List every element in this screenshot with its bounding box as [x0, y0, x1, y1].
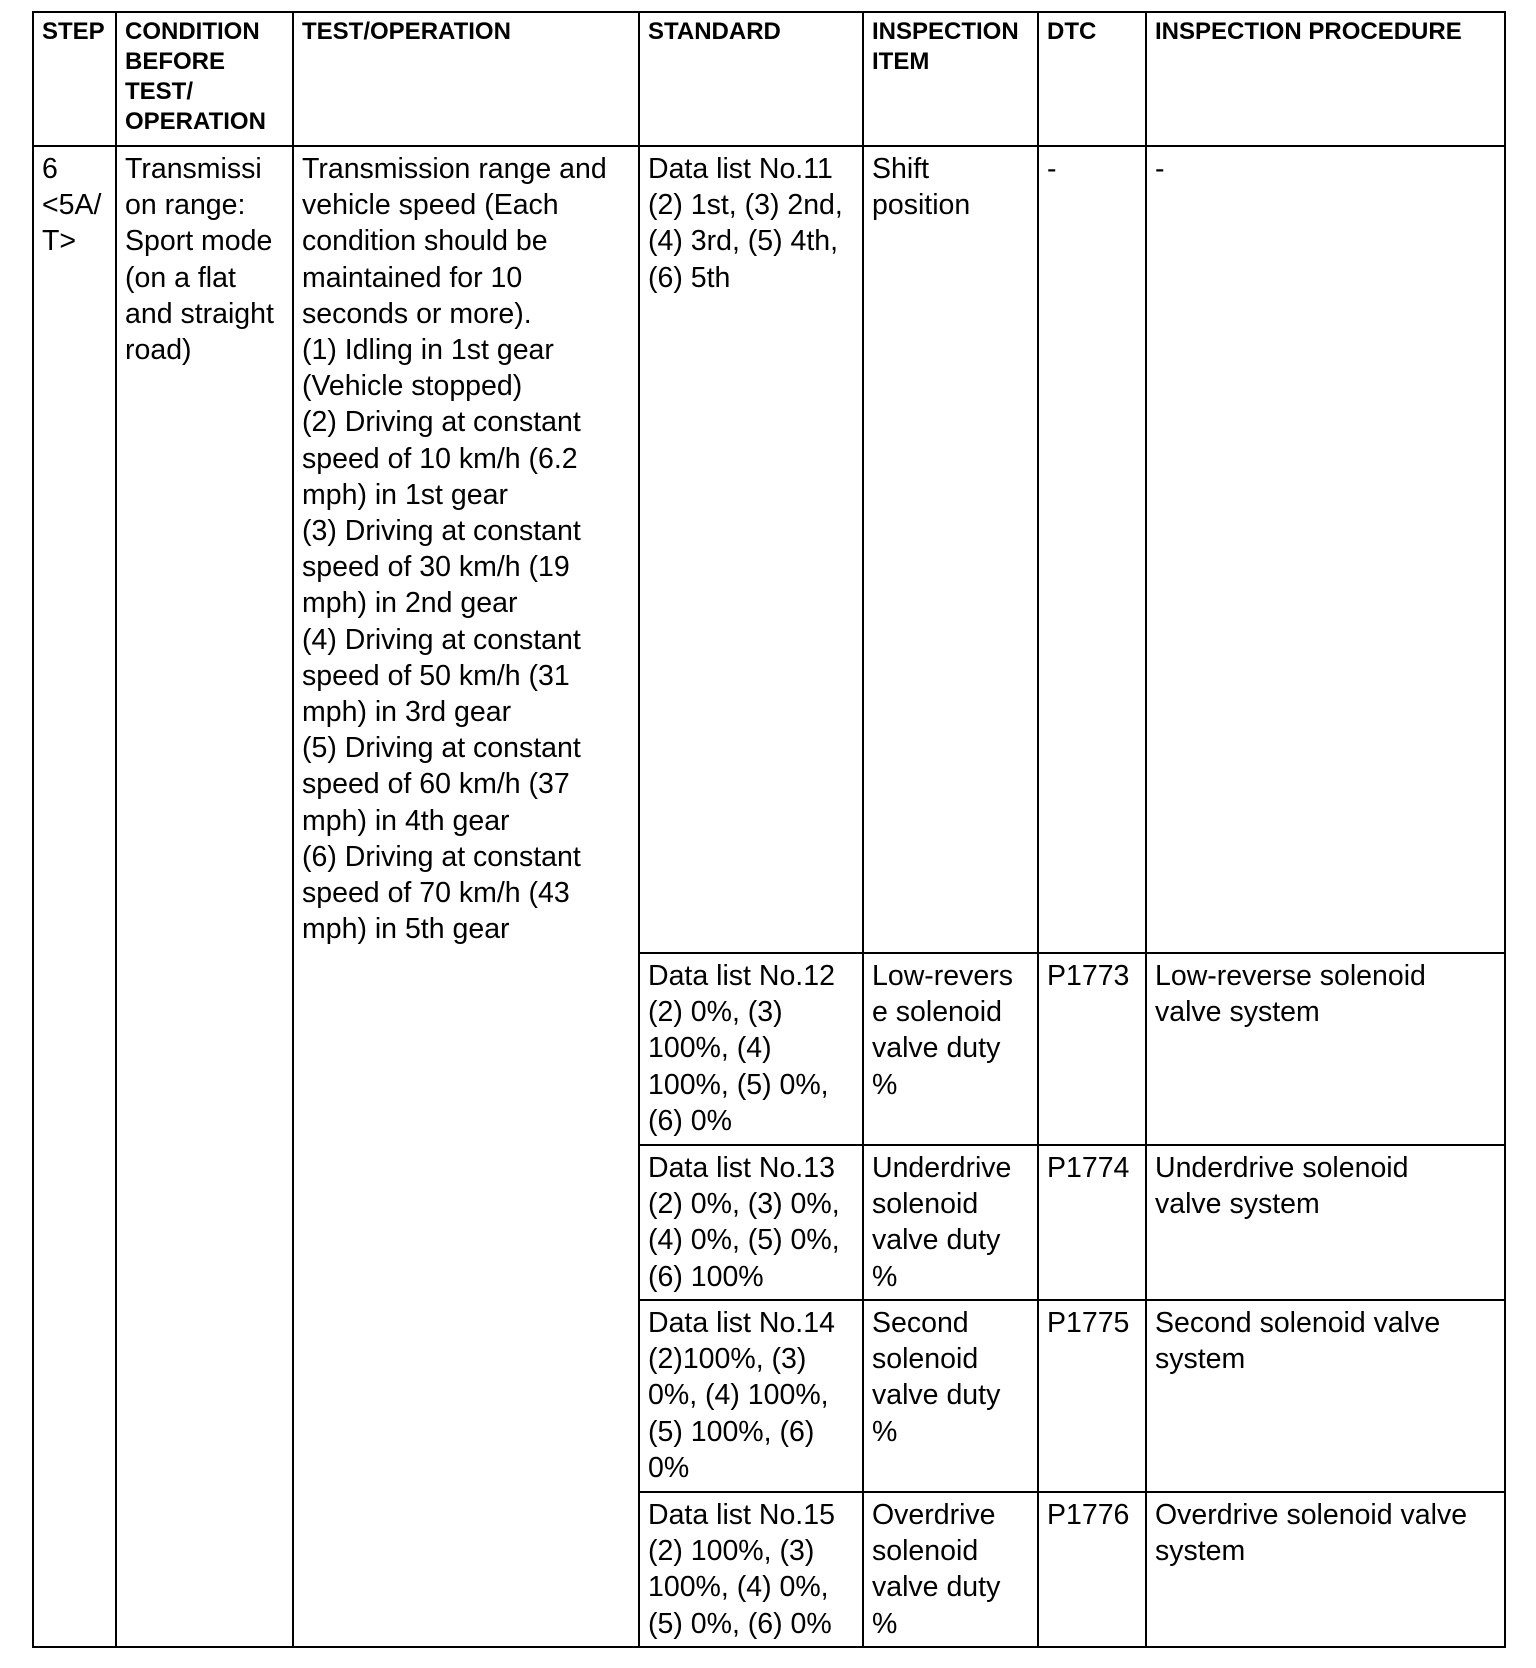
standard-cell: Data list No.15 (2) 100%, (3) 100%, (4) 0%, (5) 0%, (6) 0%: [639, 1492, 863, 1647]
condition-cell: Transmissi on range: Sport mode (on a flat and straight road): [116, 146, 293, 1647]
standard-cell: Data list No.14 (2)100%, (3) 0%, (4) 100%, (5) 100%, (6) 0%: [639, 1300, 863, 1492]
inspection-procedure-cell: Low-reverse solenoid valve system: [1146, 953, 1505, 1145]
inspection-procedure-cell: Second solenoid valve system: [1146, 1300, 1505, 1492]
inspection-procedure-cell: Underdrive solenoid valve system: [1146, 1145, 1505, 1300]
inspection-item-cell: Low-revers e solenoid valve duty %: [863, 953, 1038, 1145]
dtc-cell: P1776: [1038, 1492, 1146, 1647]
inspection-item-cell: Overdrive solenoid valve duty %: [863, 1492, 1038, 1647]
header-standard: STANDARD: [639, 12, 863, 146]
inspection-table: [32, 11, 1506, 1648]
inspection-item-cell: Shift position: [863, 146, 1038, 953]
header-condition: CONDITION BEFORE TEST/ OPERATION: [116, 12, 293, 146]
header-step: STEP: [33, 12, 116, 146]
standard-cell: Data list No.11 (2) 1st, (3) 2nd, (4) 3rd, (5) 4th, (6) 5th: [639, 146, 863, 953]
dtc-cell: P1775: [1038, 1300, 1146, 1492]
dtc-cell: -: [1038, 146, 1146, 953]
standard-cell: Data list No.13 (2) 0%, (3) 0%, (4) 0%, (5) 0%, (6) 100%: [639, 1145, 863, 1300]
header-test-operation: TEST/OPERATION: [293, 12, 639, 146]
header-inspection-item: INSPECTION ITEM: [863, 12, 1038, 146]
header-row: [33, 12, 1505, 146]
dtc-cell: P1773: [1038, 953, 1146, 1145]
header-dtc: DTC: [1038, 12, 1146, 146]
table-row: [33, 146, 1505, 953]
step-cell: 6 <5A/ T>: [33, 146, 116, 1647]
inspection-item-cell: Underdrive solenoid valve duty %: [863, 1145, 1038, 1300]
inspection-item-cell: Second solenoid valve duty %: [863, 1300, 1038, 1492]
header-inspection-procedure: INSPECTION PROCEDURE: [1146, 12, 1505, 146]
standard-cell: Data list No.12 (2) 0%, (3) 100%, (4) 100%, (5) 0%, (6) 0%: [639, 953, 863, 1145]
inspection-procedure-cell: Overdrive solenoid valve system: [1146, 1492, 1505, 1647]
test-operation-cell: Transmission range and vehicle speed (Each condition should be maintained for 10 seconds or more). (1) Idling in 1st gear (Vehicle stopped) (2) Driving at constant speed of 10 km/h (6.2 mph) in 1st gear (3) Driving at constant speed of 30 km/h (19 mph) in 2nd gear (4) Driving at constant speed of 50 km/h (31 mph) in 3rd gear (5) Driving at constant speed of 60 km/h (37 mph) in 4th gear (6) Driving at constant speed of 70 km/h (43 mph) in 5th gear: [293, 146, 639, 1647]
inspection-procedure-cell: -: [1146, 146, 1505, 953]
dtc-cell: P1774: [1038, 1145, 1146, 1300]
